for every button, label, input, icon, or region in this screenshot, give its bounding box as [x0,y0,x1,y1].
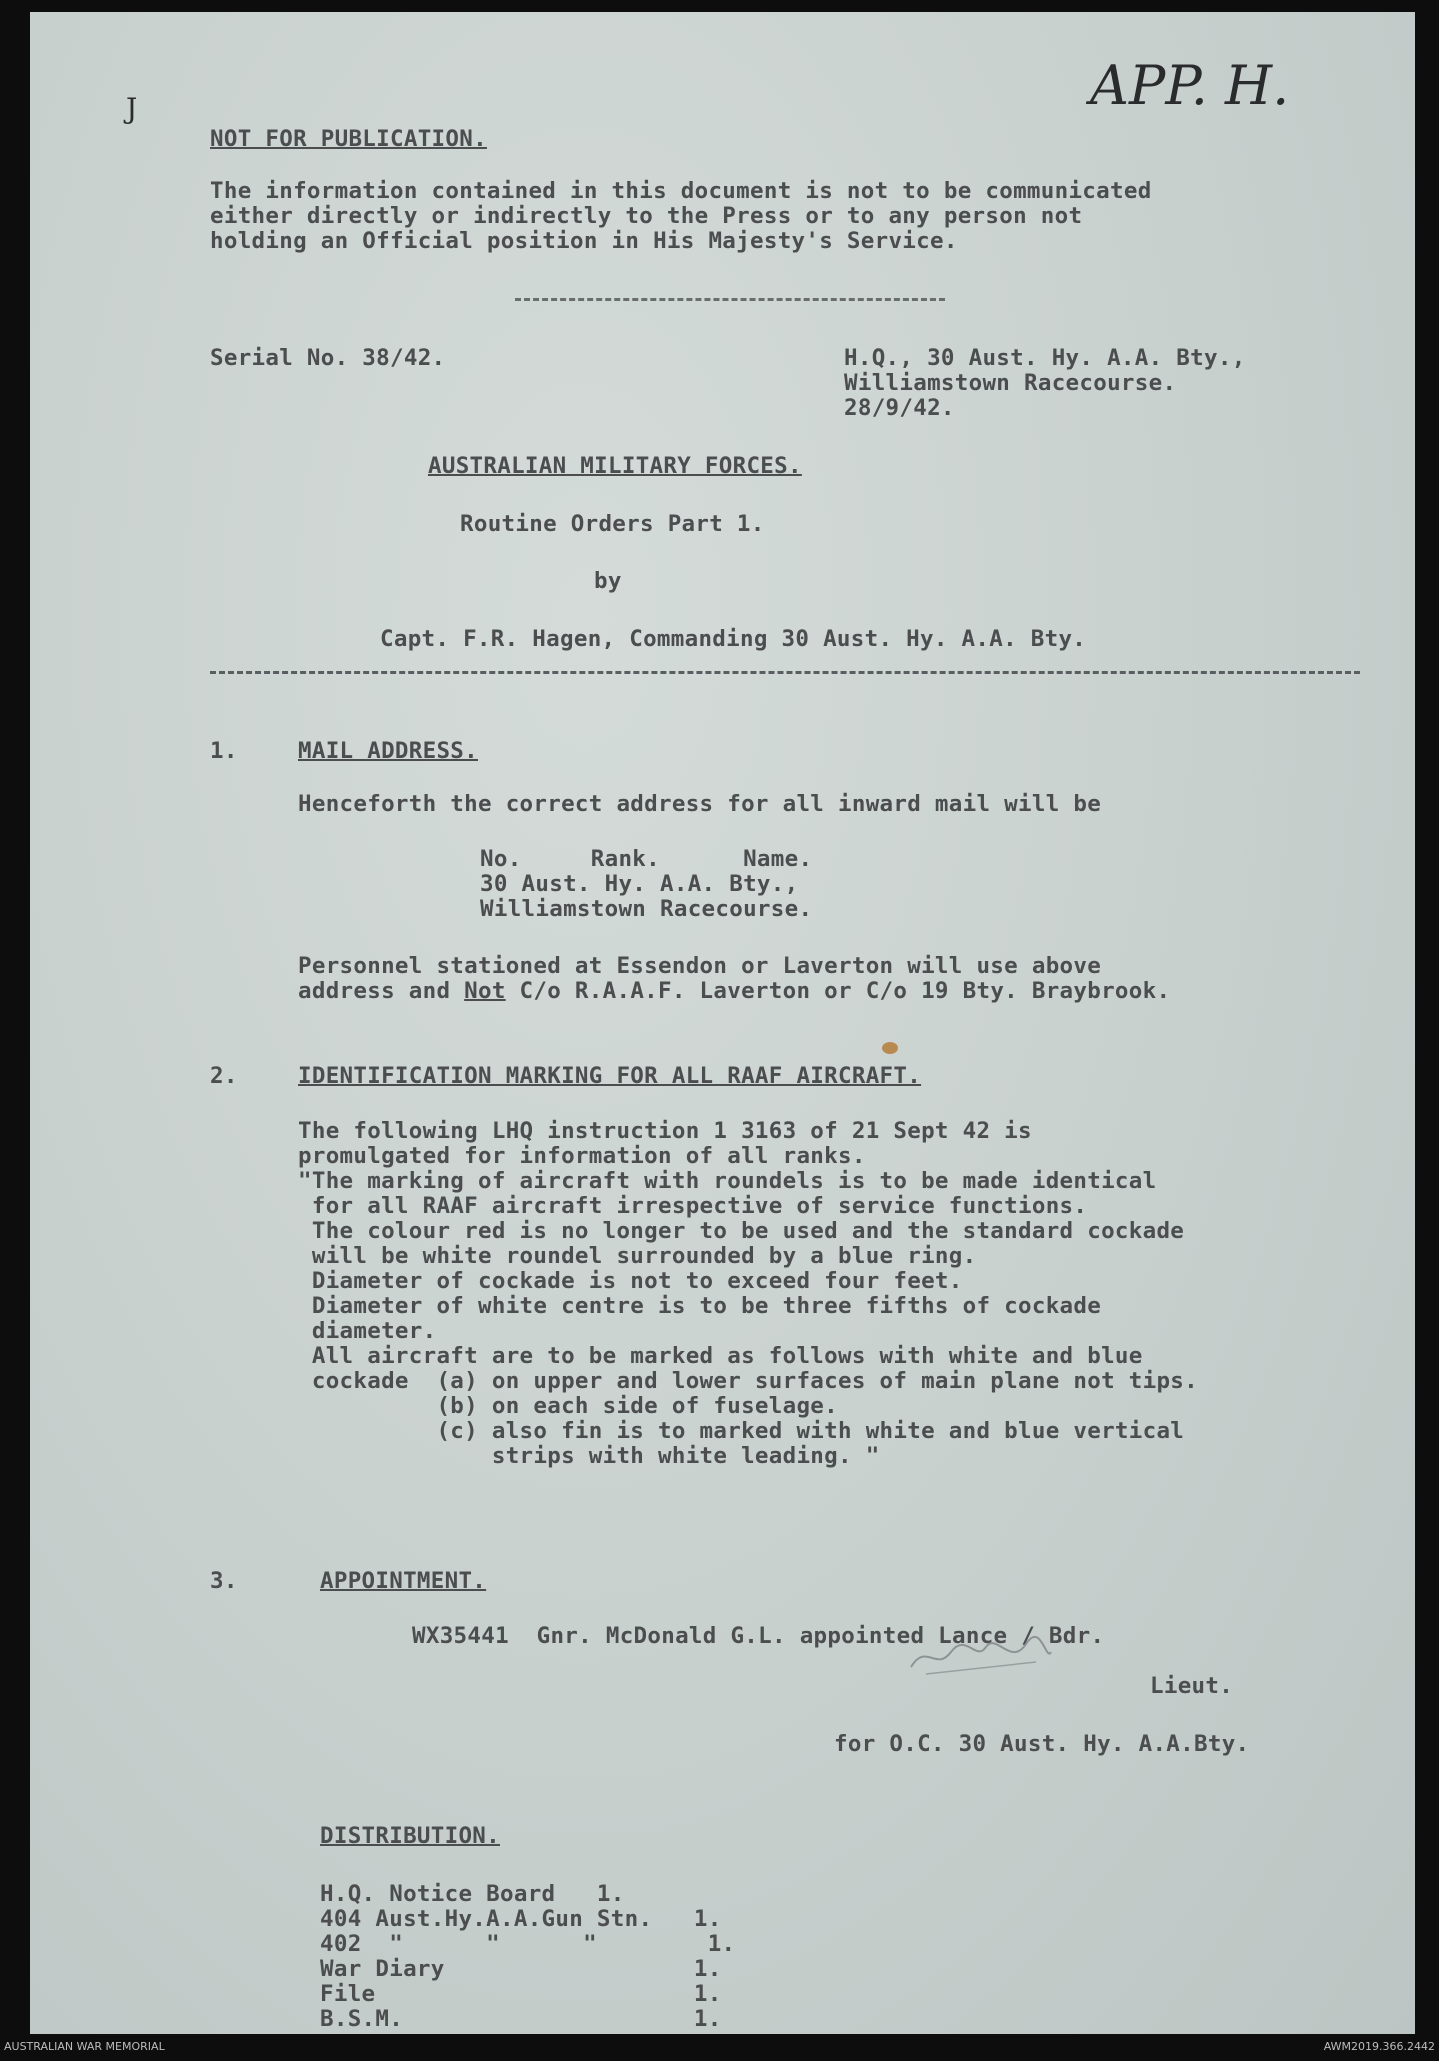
archive-reference: AWM2019.366.2442 [1323,2040,1435,2053]
notice-line: holding an Official position in His Majesty's Service. [210,228,958,254]
distribution-row: H.Q. Notice Board 1. [320,1881,625,1907]
divider [210,671,1360,674]
commander-line: Capt. F.R. Hagen, Commanding 30 Aust. Hy. A.A. Bty. [380,626,1087,652]
item-text: All aircraft are to be marked as follows with white and blue [298,1343,1143,1369]
serial-number: Serial No. 38/42. [210,345,446,371]
address-line: Williamstown Racecourse. [480,896,813,922]
item-text [298,977,1170,1005]
notice-line: The information contained in this document is not to be communicated [210,178,1152,204]
item-text: will be white roundel surrounded by a blue ring. [298,1243,977,1269]
signatory-for: for O.C. 30 Aust. Hy. A.A.Bty. [834,1731,1250,1757]
item-heading: IDENTIFICATION MARKING FOR ALL RAAF AIRCRAFT. [298,1063,922,1089]
restriction-heading: NOT FOR PUBLICATION. [210,126,487,152]
item-heading: APPOINTMENT. [320,1568,487,1594]
item-text: cockade (a) on upper and lower surfaces of main plane not tips. [298,1368,1198,1394]
orders-title: Routine Orders Part 1. [460,511,765,537]
item-number: 1. [210,738,238,764]
item-number: 2. [210,1063,238,1089]
distribution-heading: DISTRIBUTION. [320,1823,500,1849]
item-text: Personnel stationed at Essendon or Laverton will use above [298,953,1102,979]
archive-credit: AUSTRALIAN WAR MEMORIAL [4,2040,165,2053]
item-text: "The marking of aircraft with roundels is to be made identical [298,1168,1157,1194]
item-number: 3. [210,1568,238,1594]
item-text: Diameter of white centre is to be three fifths of cockade [298,1293,1102,1319]
item-text: The following LHQ instruction 1 3163 of 21 Sept 42 is [298,1118,1032,1144]
item-text: Henceforth the correct address for all inward mail will be [298,791,1102,817]
orders-by: by [594,568,622,594]
item-text-part: address and [298,978,465,1004]
origin-date: 28/9/42. [844,395,955,421]
item-text: for all RAAF aircraft irrespective of service functions. [298,1193,1088,1219]
item-text-part: C/o R.A.A.F. Laverton or C/o 19 Bty. Braybrook. [505,978,1171,1004]
divider [515,298,945,301]
paper-stain [882,1042,898,1054]
item-text: diameter. [298,1318,437,1344]
item-text: Diameter of cockade is not to exceed four feet. [298,1268,963,1294]
emphasis-not: Not [464,978,506,1004]
item-text: The colour red is no longer to be used and the standard cockade [298,1218,1185,1244]
signatory-rank: Lieut. [1150,1673,1234,1699]
distribution-row: War Diary 1. [320,1956,722,1982]
item-text: (b) on each side of fuselage. [298,1393,838,1419]
origin-line: Williamstown Racecourse. [844,370,1177,396]
document-page [30,12,1415,2034]
origin-line: H.Q., 30 Aust. Hy. A.A. Bty., [844,345,1246,371]
notice-line: either directly or indirectly to the Press or to any person not [210,203,1083,229]
item-text: promulgated for information of all ranks. [298,1143,866,1169]
appointment-text: WX35441 Gnr. McDonald G.L. appointed Lance / Bdr. [412,1623,1105,1649]
address-line: 30 Aust. Hy. A.A. Bty., [480,871,799,897]
distribution-row: 402 " " " 1. [320,1931,736,1957]
forces-heading: AUSTRALIAN MILITARY FORCES. [428,453,802,479]
signature-scribble [906,1632,1056,1682]
distribution-row: File 1. [320,1981,722,2007]
distribution-row: B.S.M. 1. [320,2006,722,2032]
handwritten-reference: APP. H. [1090,54,1290,117]
address-line: No. Rank. Name. [480,846,813,872]
margin-mark: J [126,92,138,125]
item-text: strips with white leading. " [298,1443,880,1469]
distribution-row: 404 Aust.Hy.A.A.Gun Stn. 1. [320,1906,722,1932]
item-text: (c) also fin is to marked with white and blue vertical [298,1418,1185,1444]
item-heading: MAIL ADDRESS. [298,738,478,764]
